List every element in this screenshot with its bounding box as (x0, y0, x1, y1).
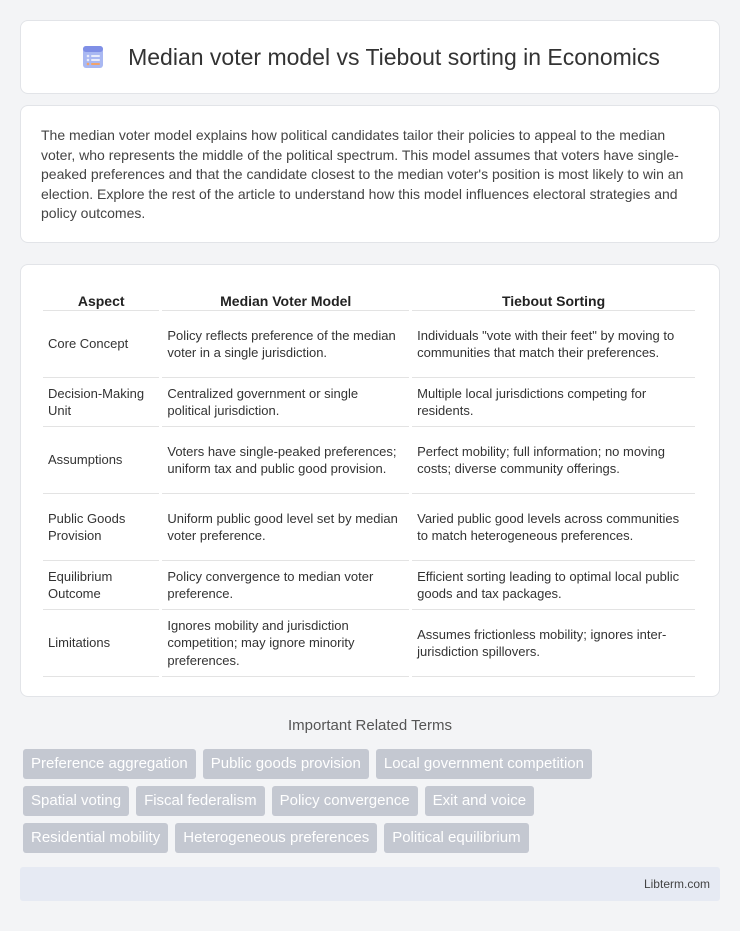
related-term-tag[interactable]: Local government competition (376, 749, 592, 779)
related-term-tag[interactable]: Preference aggregation (23, 749, 196, 779)
related-terms-list (23, 749, 723, 860)
related-term-tag[interactable]: Exit and voice (425, 786, 534, 816)
comparison-card (20, 264, 720, 697)
header-tiebout: Tiebout Sorting (412, 285, 695, 311)
table-row (43, 561, 695, 610)
cell-median-voter: Centralized government or single political jurisdiction. (162, 378, 409, 427)
related-term-tag[interactable]: Political equilibrium (384, 823, 528, 853)
header-aspect: Aspect (43, 285, 159, 311)
cell-aspect: Public Goods Provision (43, 494, 159, 561)
cell-aspect: Decision-Making Unit (43, 378, 159, 427)
cell-median-voter: Voters have single-peaked preferences; uniform tax and public good provision. (162, 427, 409, 494)
cell-tiebout: Multiple local jurisdictions competing for residents. (412, 378, 695, 427)
cell-median-voter: Policy reflects preference of the median voter in a single jurisdiction. (162, 311, 409, 378)
document-list-icon (80, 44, 106, 70)
related-term-tag[interactable]: Residential mobility (23, 823, 168, 853)
table-row (43, 427, 695, 494)
table-row (43, 610, 695, 677)
page-title: Median voter model vs Tiebout sorting in Economics (128, 43, 660, 70)
cell-aspect: Core Concept (43, 311, 159, 378)
tag-row (23, 823, 723, 853)
footer-site-link[interactable]: Libterm.com (643, 877, 710, 891)
related-term-tag[interactable]: Public goods provision (203, 749, 369, 779)
cell-tiebout: Perfect mobility; full information; no moving costs; diverse community offerings. (412, 427, 695, 494)
cell-median-voter: Ignores mobility and jurisdiction competition; may ignore minority preferences. (162, 610, 409, 677)
cell-tiebout: Efficient sorting leading to optimal local public goods and tax packages. (412, 561, 695, 610)
intro-text: The median voter model explains how political candidates tailor their policies to appeal to the median voter, who represents the middle of the political spectrum. This model assumes that voters have single-peaked preferences and that the candidate closest to the median voter's position is most likely to win an election. Explore the rest of the article to understand how this model influences electoral strategies and policy outcomes. (41, 127, 684, 222)
tag-row (23, 749, 723, 779)
intro-card (20, 105, 720, 243)
related-term-tag[interactable]: Policy convergence (272, 786, 418, 816)
cell-aspect: Equilibrium Outcome (43, 561, 159, 610)
related-terms-title: Important Related Terms (288, 717, 452, 734)
title-card (20, 20, 720, 94)
cell-tiebout: Individuals "vote with their feet" by moving to communities that match their preferences. (412, 311, 695, 378)
table-row (43, 311, 695, 378)
cell-tiebout: Varied public good levels across communities to match heterogeneous preferences. (412, 494, 695, 561)
comparison-table (40, 285, 698, 677)
cell-aspect: Assumptions (43, 427, 159, 494)
tag-row (23, 786, 723, 816)
cell-tiebout: Assumes frictionless mobility; ignores inter-jurisdiction spillovers. (412, 610, 695, 677)
table-header-row (43, 285, 695, 311)
related-term-tag[interactable]: Fiscal federalism (136, 786, 265, 816)
table-row (43, 494, 695, 561)
cell-aspect: Limitations (43, 610, 159, 677)
related-term-tag[interactable]: Spatial voting (23, 786, 129, 816)
cell-median-voter: Uniform public good level set by median voter preference. (162, 494, 409, 561)
table-row (43, 378, 695, 427)
related-term-tag[interactable]: Heterogeneous preferences (175, 823, 377, 853)
header-median-voter: Median Voter Model (162, 285, 409, 311)
cell-median-voter: Policy convergence to median voter preference. (162, 561, 409, 610)
footer (20, 867, 720, 901)
